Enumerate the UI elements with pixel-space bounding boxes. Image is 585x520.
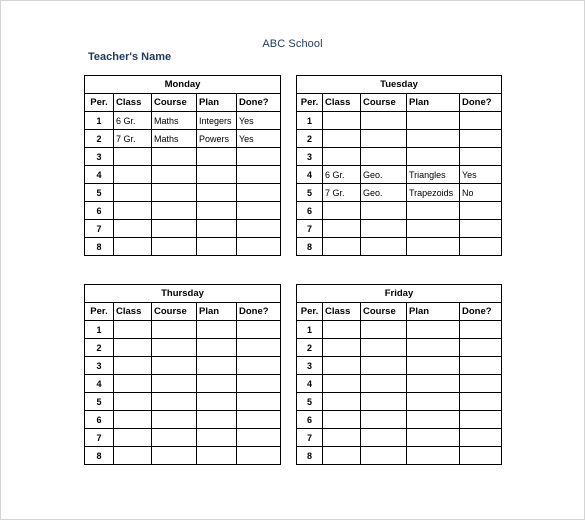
period-cell: 2 [297, 339, 323, 357]
table-cell [407, 447, 460, 465]
table-row [85, 130, 281, 148]
table-cell [407, 202, 460, 220]
table-cell [114, 339, 152, 357]
table-cell [361, 429, 407, 447]
table-cell: Yes [460, 166, 502, 184]
table-row [297, 429, 502, 447]
column-header: Plan [197, 94, 237, 112]
table-cell [152, 411, 197, 429]
table-cell [361, 357, 407, 375]
table-cell [114, 447, 152, 465]
thursday-table [84, 284, 281, 465]
period-cell: 8 [297, 447, 323, 465]
table-cell [237, 357, 281, 375]
table-cell [197, 148, 237, 166]
table-cell: Integers [197, 112, 237, 130]
column-header-row [85, 303, 281, 321]
column-header: Course [361, 303, 407, 321]
table-row [297, 393, 502, 411]
table-cell [361, 238, 407, 256]
period-cell: 7 [85, 220, 114, 238]
table-cell [323, 238, 361, 256]
period-cell: 1 [85, 321, 114, 339]
table-cell [114, 220, 152, 238]
period-cell: 1 [297, 321, 323, 339]
table-row [85, 184, 281, 202]
period-cell: 7 [85, 429, 114, 447]
column-header-row [85, 94, 281, 112]
table-cell [237, 166, 281, 184]
table-cell [237, 238, 281, 256]
table-row [85, 447, 281, 465]
table-cell [460, 130, 502, 148]
column-header: Class [323, 303, 361, 321]
table-cell [197, 166, 237, 184]
table-cell [323, 411, 361, 429]
table-cell [407, 357, 460, 375]
table-row [297, 411, 502, 429]
table-cell [407, 393, 460, 411]
table-cell [460, 148, 502, 166]
column-header: Done? [460, 303, 502, 321]
table-cell [361, 411, 407, 429]
table-row [297, 202, 502, 220]
table-cell [152, 202, 197, 220]
table-cell [361, 202, 407, 220]
table-cell [407, 375, 460, 393]
table-cell: Geo. [361, 166, 407, 184]
table-cell [237, 429, 281, 447]
table-cell [152, 357, 197, 375]
table-cell: No [460, 184, 502, 202]
period-cell: 3 [297, 148, 323, 166]
table-cell: Maths [152, 112, 197, 130]
table-cell [323, 220, 361, 238]
table-cell [114, 393, 152, 411]
table-row [85, 148, 281, 166]
table-row [85, 375, 281, 393]
school-name: ABC School [262, 38, 323, 50]
table-cell [152, 148, 197, 166]
period-cell: 3 [85, 357, 114, 375]
column-header: Course [152, 303, 197, 321]
column-header: Class [114, 303, 152, 321]
period-cell: 7 [297, 429, 323, 447]
table-cell [152, 393, 197, 411]
table-cell [152, 447, 197, 465]
column-header: Per. [297, 94, 323, 112]
period-cell: 4 [85, 166, 114, 184]
table-cell [460, 357, 502, 375]
period-cell: 1 [85, 112, 114, 130]
table-cell [460, 220, 502, 238]
table-cell [152, 238, 197, 256]
table-cell [197, 411, 237, 429]
table-cell [197, 184, 237, 202]
table-row [297, 148, 502, 166]
period-cell: 4 [85, 375, 114, 393]
table-cell [407, 411, 460, 429]
period-cell: 5 [297, 393, 323, 411]
period-cell: 1 [297, 112, 323, 130]
table-cell [152, 429, 197, 447]
table-cell [237, 202, 281, 220]
table-cell [361, 130, 407, 148]
table-cell [237, 393, 281, 411]
table-row [297, 184, 502, 202]
period-cell: 8 [85, 238, 114, 256]
table-cell [460, 112, 502, 130]
table-cell [323, 393, 361, 411]
table-cell [407, 429, 460, 447]
column-header: Course [152, 94, 197, 112]
table-cell: Maths [152, 130, 197, 148]
table-row [85, 220, 281, 238]
table-cell [197, 321, 237, 339]
table-row [85, 321, 281, 339]
table-cell [361, 393, 407, 411]
period-cell: 5 [85, 184, 114, 202]
table-cell [407, 130, 460, 148]
period-cell: 6 [297, 202, 323, 220]
table-cell [197, 202, 237, 220]
period-cell: 2 [85, 130, 114, 148]
table-cell [460, 411, 502, 429]
table-cell [197, 447, 237, 465]
table-row [85, 357, 281, 375]
table-cell [114, 375, 152, 393]
column-header: Per. [85, 94, 114, 112]
table-row [297, 112, 502, 130]
table-cell [460, 202, 502, 220]
table-cell [323, 339, 361, 357]
table-cell [323, 357, 361, 375]
table-cell [361, 321, 407, 339]
table-cell [152, 375, 197, 393]
period-cell: 2 [85, 339, 114, 357]
column-header: Per. [297, 303, 323, 321]
friday-table [296, 284, 502, 465]
table-cell [361, 339, 407, 357]
table-row [297, 375, 502, 393]
period-cell: 6 [297, 411, 323, 429]
table-cell [323, 112, 361, 130]
column-header: Plan [407, 303, 460, 321]
table-row [85, 202, 281, 220]
table-cell [237, 148, 281, 166]
period-cell: 3 [297, 357, 323, 375]
table-cell [460, 238, 502, 256]
monday-table [84, 75, 281, 256]
table-cell [407, 220, 460, 238]
column-header-row [297, 303, 502, 321]
table-cell [361, 112, 407, 130]
table-cell [237, 375, 281, 393]
column-header: Done? [237, 94, 281, 112]
table-cell [152, 321, 197, 339]
table-cell [114, 202, 152, 220]
table-cell [152, 184, 197, 202]
tuesday-table [296, 75, 502, 256]
table-cell [460, 339, 502, 357]
table-cell: Yes [237, 112, 281, 130]
table-cell [323, 148, 361, 166]
period-cell: 7 [297, 220, 323, 238]
monday-title: Monday [85, 76, 281, 94]
table-cell [237, 184, 281, 202]
table-cell [323, 321, 361, 339]
table-cell [237, 220, 281, 238]
table-cell [197, 339, 237, 357]
column-header: Done? [237, 303, 281, 321]
table-cell [152, 166, 197, 184]
table-row [297, 238, 502, 256]
table-cell [407, 238, 460, 256]
column-header: Class [114, 94, 152, 112]
table-cell: 6 Gr. [323, 166, 361, 184]
table-cell [460, 321, 502, 339]
table-cell [197, 238, 237, 256]
table-cell [361, 375, 407, 393]
table-row [297, 447, 502, 465]
table-row [297, 321, 502, 339]
table-cell [197, 375, 237, 393]
table-row [297, 220, 502, 238]
table-cell [460, 447, 502, 465]
table-cell [237, 321, 281, 339]
table-cell [323, 375, 361, 393]
column-header: Per. [85, 303, 114, 321]
table-cell [460, 393, 502, 411]
table-row [85, 112, 281, 130]
table-cell [323, 130, 361, 148]
table-cell [361, 148, 407, 166]
table-cell [114, 184, 152, 202]
table-cell [197, 357, 237, 375]
period-cell: 2 [297, 130, 323, 148]
column-header: Course [361, 94, 407, 112]
tuesday-title: Tuesday [297, 76, 502, 94]
friday-title: Friday [297, 285, 502, 303]
table-cell [407, 339, 460, 357]
table-cell [323, 429, 361, 447]
table-cell [114, 321, 152, 339]
table-cell [361, 220, 407, 238]
table-cell [460, 429, 502, 447]
table-cell: Yes [237, 130, 281, 148]
table-cell: Geo. [361, 184, 407, 202]
period-cell: 4 [297, 375, 323, 393]
thursday-title: Thursday [85, 285, 281, 303]
table-cell [114, 357, 152, 375]
period-cell: 5 [297, 184, 323, 202]
table-cell [197, 220, 237, 238]
table-cell [152, 220, 197, 238]
table-row [85, 429, 281, 447]
table-cell: Powers [197, 130, 237, 148]
column-header: Plan [197, 303, 237, 321]
table-cell [114, 429, 152, 447]
table-cell [114, 148, 152, 166]
column-header-row [297, 94, 502, 112]
period-cell: 5 [85, 393, 114, 411]
table-cell [237, 447, 281, 465]
table-row [85, 238, 281, 256]
table-cell: 6 Gr. [114, 112, 152, 130]
table-cell: Triangles [407, 166, 460, 184]
table-row [85, 339, 281, 357]
column-header: Plan [407, 94, 460, 112]
table-cell [152, 339, 197, 357]
table-cell [114, 166, 152, 184]
period-cell: 8 [297, 238, 323, 256]
table-cell [114, 238, 152, 256]
table-row [297, 339, 502, 357]
table-cell [407, 148, 460, 166]
table-cell [323, 202, 361, 220]
table-row [297, 357, 502, 375]
period-cell: 6 [85, 411, 114, 429]
table-cell [237, 411, 281, 429]
table-cell [361, 447, 407, 465]
table-cell: 7 Gr. [323, 184, 361, 202]
table-row [85, 411, 281, 429]
table-cell [323, 447, 361, 465]
column-header: Done? [460, 94, 502, 112]
table-cell [197, 393, 237, 411]
table-row [85, 393, 281, 411]
table-row [85, 166, 281, 184]
table-cell [114, 411, 152, 429]
period-cell: 4 [297, 166, 323, 184]
table-cell: Trapezoids [407, 184, 460, 202]
table-row [297, 130, 502, 148]
table-cell [197, 429, 237, 447]
table-cell: 7 Gr. [114, 130, 152, 148]
table-row [297, 166, 502, 184]
table-cell [407, 321, 460, 339]
period-cell: 8 [85, 447, 114, 465]
table-cell [407, 112, 460, 130]
column-header: Class [323, 94, 361, 112]
teacher-name: Teacher's Name [88, 51, 172, 63]
period-cell: 3 [85, 148, 114, 166]
table-cell [237, 339, 281, 357]
period-cell: 6 [85, 202, 114, 220]
table-cell [460, 375, 502, 393]
